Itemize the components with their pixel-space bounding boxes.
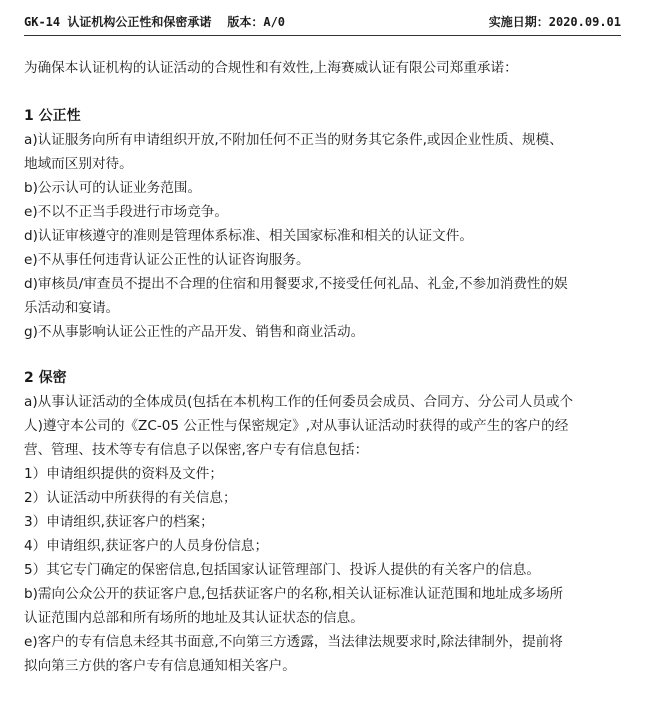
section-line: b)公示认可的认证业务范围。 bbox=[24, 180, 202, 196]
section-line: e)不以不正当手段进行市场竞争。 bbox=[24, 204, 228, 220]
section-line: 营、管理、技术等专有信息子以保密,客户专有信息包括： bbox=[24, 442, 369, 458]
section-title: 2 保密 bbox=[24, 370, 67, 386]
section-line: 5）其它专门确定的保密信息,包括国家认证管理部门、投诉人提供的有关客户的信息。 bbox=[24, 562, 540, 578]
section-line: 乐活动和宴请。 bbox=[24, 300, 120, 316]
section-title: 1 公正性 bbox=[24, 108, 81, 124]
section-line: 2）认证活动中所获得的有关信息； bbox=[24, 490, 237, 506]
section-line: 4）申请组织,获证客户的人员身份信息； bbox=[24, 538, 269, 554]
section-line: 拟向第三方供的客户专有信息通知相关客户。 bbox=[24, 658, 296, 674]
section-line: 认证范围内总部和所有场所的地址及其认证状态的信息。 bbox=[24, 610, 364, 626]
section-line: d)认证审核遵守的准则是管理体系标准、相关国家标准和相关的认证文件。 bbox=[24, 228, 473, 244]
implementation-date: 实施日期：2020.09.01 bbox=[488, 15, 621, 29]
header-left bbox=[24, 13, 285, 30]
section-line: a)从事认证活动的全体成员(包括在本机构工作的任何委员会成员、合同方、分公司人员或个 bbox=[24, 394, 574, 410]
section-confidentiality bbox=[24, 366, 621, 678]
page-header bbox=[24, 8, 621, 36]
section-line: b)需向公众公开的获证客户息,包括获证客户的名称,相关认证标准认证范围和地址成多场所 bbox=[24, 586, 564, 602]
section-line: e)不从事任何违背认证公正性的认证咨询服务。 bbox=[24, 252, 310, 268]
section-line: 3）申请组织,获证客户的档案； bbox=[24, 514, 214, 530]
section-line: e)客户的专有信息未经其书面意,不向第三方透露，当法律法规要求时,除法律制外，提前将 bbox=[24, 634, 563, 650]
section-line: 1）申请组织提供的资料及文件； bbox=[24, 466, 223, 482]
section-line: a)认证服务向所有申请组织开放,不附加任何不正当的财务其它条件,或因企业性质、规模、 bbox=[24, 132, 563, 148]
section-line: g)不从事影响认证公正性的产品开发、销售和商业活动。 bbox=[24, 324, 365, 340]
intro-paragraph: 为确保本认证机构的认证活动的合规性和有效性,上海赛威认证有限公司郑重承诺： bbox=[24, 60, 518, 76]
section-line: 人)遵守本公司的《ZC-05 公正性与保密规定》,对从事认证活动时获得的或产生的客户的经 bbox=[24, 418, 569, 434]
document-body bbox=[24, 56, 621, 678]
section-impartiality bbox=[24, 104, 621, 344]
document-version: 版本：A/0 bbox=[227, 15, 286, 29]
section-line: 地域而区别对待。 bbox=[24, 156, 133, 172]
document-title: GK-14 认证机构公正性和保密承诺 bbox=[24, 15, 212, 29]
section-line: d)审核员/审查员不提出不合理的住宿和用餐要求,不接受任何礼品、礼金,不参加消费性的娱 bbox=[24, 276, 568, 292]
